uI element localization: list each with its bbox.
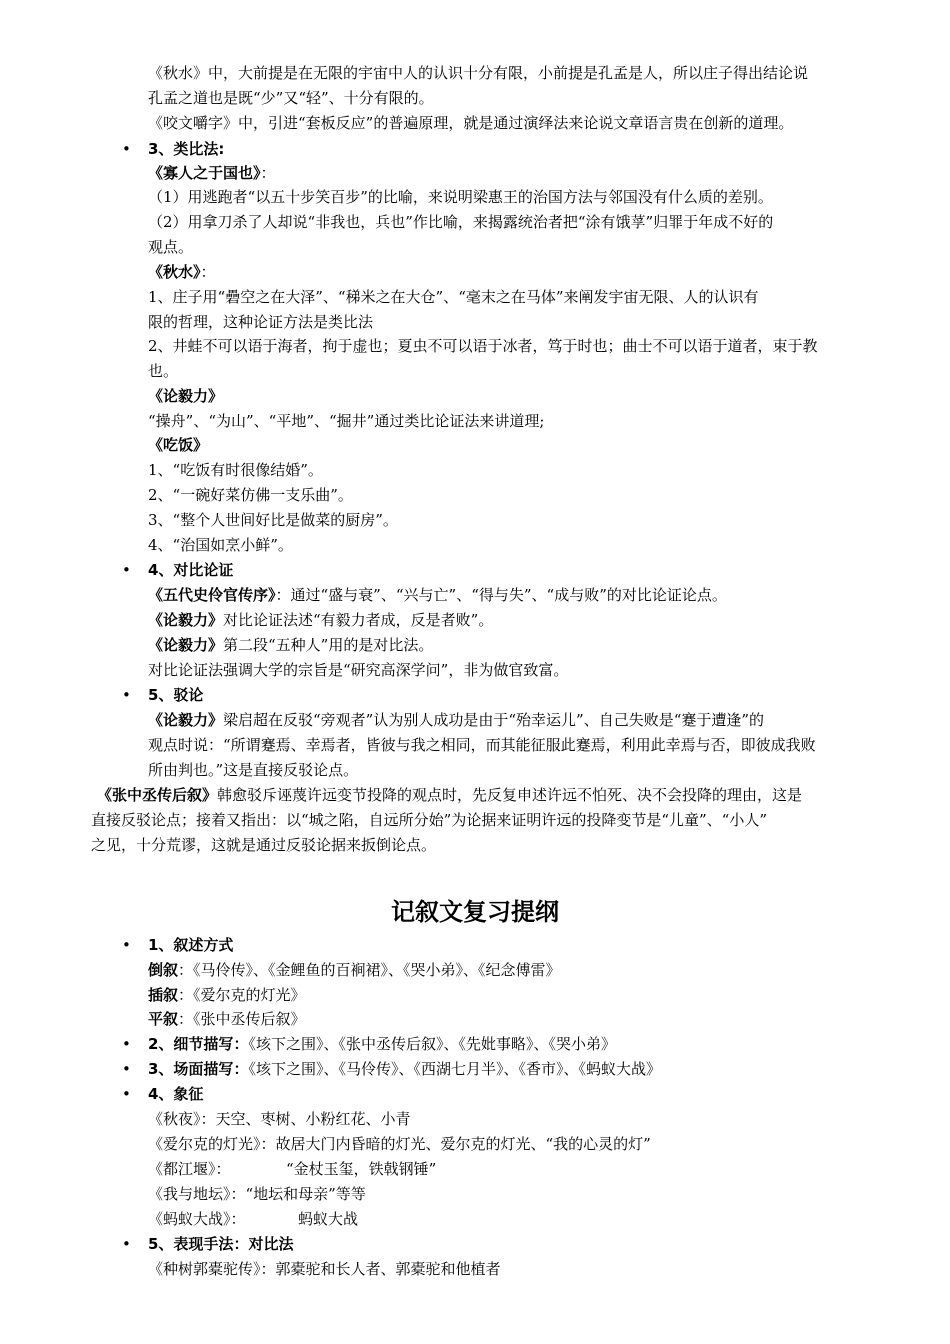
text: 蚂蚁大战 xyxy=(298,1210,359,1228)
section-title: 记叙文复习提纲 xyxy=(391,898,559,926)
paragraph-line xyxy=(148,1008,306,1030)
text: 《垓下之围》、《张中丞传后叙》、《先妣事略》、《哭小弟》 xyxy=(248,1035,616,1053)
paragraph-line: 《咬文嚼字》中，引进“套板反应”的普遍原理，就是通过演绎法来论说文章语言贵在创新的道理。 xyxy=(148,114,794,132)
section-heading-contrast: • 4、对比论证 xyxy=(148,559,233,581)
paragraph-line xyxy=(148,634,433,656)
list-item: 2、“一碗好菜仿佛一支乐曲”。 xyxy=(148,486,353,504)
paragraph-line: 对比论证法强调大学的宗旨是“研究高深学问”，非为做官致富。 xyxy=(148,661,569,679)
text: 《都江堰》： xyxy=(148,1160,231,1178)
section-heading-refutation: • 5、驳论 xyxy=(148,684,203,706)
text: 第二段“五种人”用的是对比法。 xyxy=(223,636,434,654)
section-heading-technique: • 5、表现手法：对比法 xyxy=(148,1233,293,1255)
colon: ： xyxy=(260,164,276,182)
subheading-title: 《秋水》 xyxy=(148,263,201,281)
text: 《蚂蚁大战》： xyxy=(148,1210,246,1228)
paragraph-line: 限的哲理，这种论证方法是类比法 xyxy=(148,313,374,331)
paragraph-line: 也。 xyxy=(148,362,179,380)
paragraph-line: 孔孟之道也是既“少”又“轻”、十分有限的。 xyxy=(148,89,434,107)
colon: ： xyxy=(200,263,216,281)
subheading-line xyxy=(148,162,276,184)
list-item: 《我与地坛》：“地坛和母亲”等等 xyxy=(148,1185,366,1203)
label: 平叙 xyxy=(148,1010,179,1028)
label: 3、场面描写： xyxy=(148,1060,249,1078)
subheading-line xyxy=(148,261,216,283)
text: 韩愈驳斥诬蔑许远变节投降的观点时，先反复申述许远不怕死、决不会投降的理由，这是 xyxy=(217,786,803,804)
text: 《垓下之围》、《马伶传》、《西湖七月半》、《香市》、《蚂蚁大战》 xyxy=(248,1060,661,1078)
paragraph-line: “操舟”、“为山”、“平地”、“掘井”通过类比论证法来讲道理; xyxy=(148,412,545,430)
paragraph-line xyxy=(148,959,561,981)
label: 2、细节描写： xyxy=(148,1035,249,1053)
list-item: 《爱尔克的灯光》：故居大门内昏暗的灯光、爱尔克的灯光、“我的心灵的灯” xyxy=(148,1135,651,1153)
subheading-title: 《张中丞传后叙》 xyxy=(97,786,218,804)
text: ：通过“盛与衰”、“兴与亡”、“得与失”、“成与败”的对比论证论点。 xyxy=(275,586,727,604)
paragraph-line: 直接反驳论点；接着又指出：以“城之陷，自远所分始”为论据来证明许远的投降变节是“儿童”、“小人” xyxy=(91,811,768,829)
text: ：《张中丞传后叙》 xyxy=(178,1010,306,1028)
paragraph-line: 1、庄子用“礨空之在大泽”、“稊米之在大仓”、“毫末之在马体”来阐发宇宙无限、人的认识有 xyxy=(148,288,759,306)
section-heading-scene xyxy=(148,1058,661,1080)
label: 插叙 xyxy=(148,986,179,1004)
subheading-title: 《吃饭》 xyxy=(148,436,209,454)
list-item xyxy=(148,1208,359,1230)
paragraph-line xyxy=(148,584,727,606)
section-heading-analogy: • 3、类比法: xyxy=(148,138,224,160)
section-heading-narration: • 1、叙述方式 xyxy=(148,934,233,956)
text: ：《爱尔克的灯光》 xyxy=(178,986,306,1004)
paragraph-line xyxy=(148,709,764,731)
list-item: 4、“治国如烹小鲜”。 xyxy=(148,536,293,554)
paragraph-line: 之见，十分荒谬，这就是通过反驳论据来扳倒论点。 xyxy=(91,836,437,854)
list-item: 《秋夜》：天空、枣树、小粉红花、小青 xyxy=(148,1110,411,1128)
subheading-title: 《论毅力》 xyxy=(148,387,224,405)
section-heading-symbolism: • 4、象征 xyxy=(148,1083,203,1105)
paragraph-line: （1）用逃跑者“以五十步笑百步”的比喻，来说明梁惠王的治国方法与邻国没有什么质的差别。 xyxy=(148,188,773,206)
subheading-title: 《论毅力》 xyxy=(148,636,224,654)
list-item: 1、“吃饭有时很像结婚”。 xyxy=(148,461,323,479)
subheading-title: 《五代史伶官传序》 xyxy=(148,586,276,604)
text: “金杖玉玺，铁戟钢锤” xyxy=(286,1160,437,1178)
paragraph-line: （2）用拿刀杀了人却说“非我也，兵也”作比喻，来揭露统治者把“涂有饿莩”归罪于年成不好的 xyxy=(148,213,774,231)
paragraph-line: 观点时说：“所谓蹇焉、幸焉者，皆彼与我之相同，而其能征服此蹇焉，利用此幸焉与否，即彼成我败 xyxy=(148,736,816,754)
subheading-title: 《寡人之于国也》 xyxy=(148,164,261,182)
list-item xyxy=(148,1158,437,1180)
paragraph-line xyxy=(148,609,493,631)
text: 对比论证法述“有毅力者成，反是者败”。 xyxy=(223,611,494,629)
subheading-title: 《论毅力》 xyxy=(148,611,224,629)
label: 倒叙 xyxy=(148,961,179,979)
text: 梁启超在反驳“旁观者”认为别人成功是由于“殆幸运儿”、自己失败是“蹇于遭逢”的 xyxy=(223,711,765,729)
paragraph-line xyxy=(148,984,306,1006)
paragraph-line: 观点。 xyxy=(148,238,194,256)
paragraph-line: 2、井蛙不可以语于海者，拘于虚也；夏虫不可以语于冰者，笃于时也；曲士不可以语于道者，束于教 xyxy=(148,337,818,355)
list-item: 3、“整个人世间好比是做菜的厨房”。 xyxy=(148,511,398,529)
paragraph-line: 所由判也。”这是直接反驳论点。 xyxy=(148,761,359,779)
list-item: 《种树郭橐驼传》：郭橐驼和长人者、郭橐驼和他植者 xyxy=(148,1260,501,1278)
paragraph-line: 《秋水》中，大前提是在无限的宇宙中人的认识十分有限，小前提是孔孟是人，所以庄子得出结论说 xyxy=(148,64,809,82)
subheading-title: 《论毅力》 xyxy=(148,711,224,729)
section-heading-detail xyxy=(148,1033,616,1055)
text: ：《马伶传》、《金鲤鱼的百裥裙》、《哭小弟》、《纪念傅雷》 xyxy=(178,961,561,979)
paragraph-line xyxy=(97,784,802,806)
